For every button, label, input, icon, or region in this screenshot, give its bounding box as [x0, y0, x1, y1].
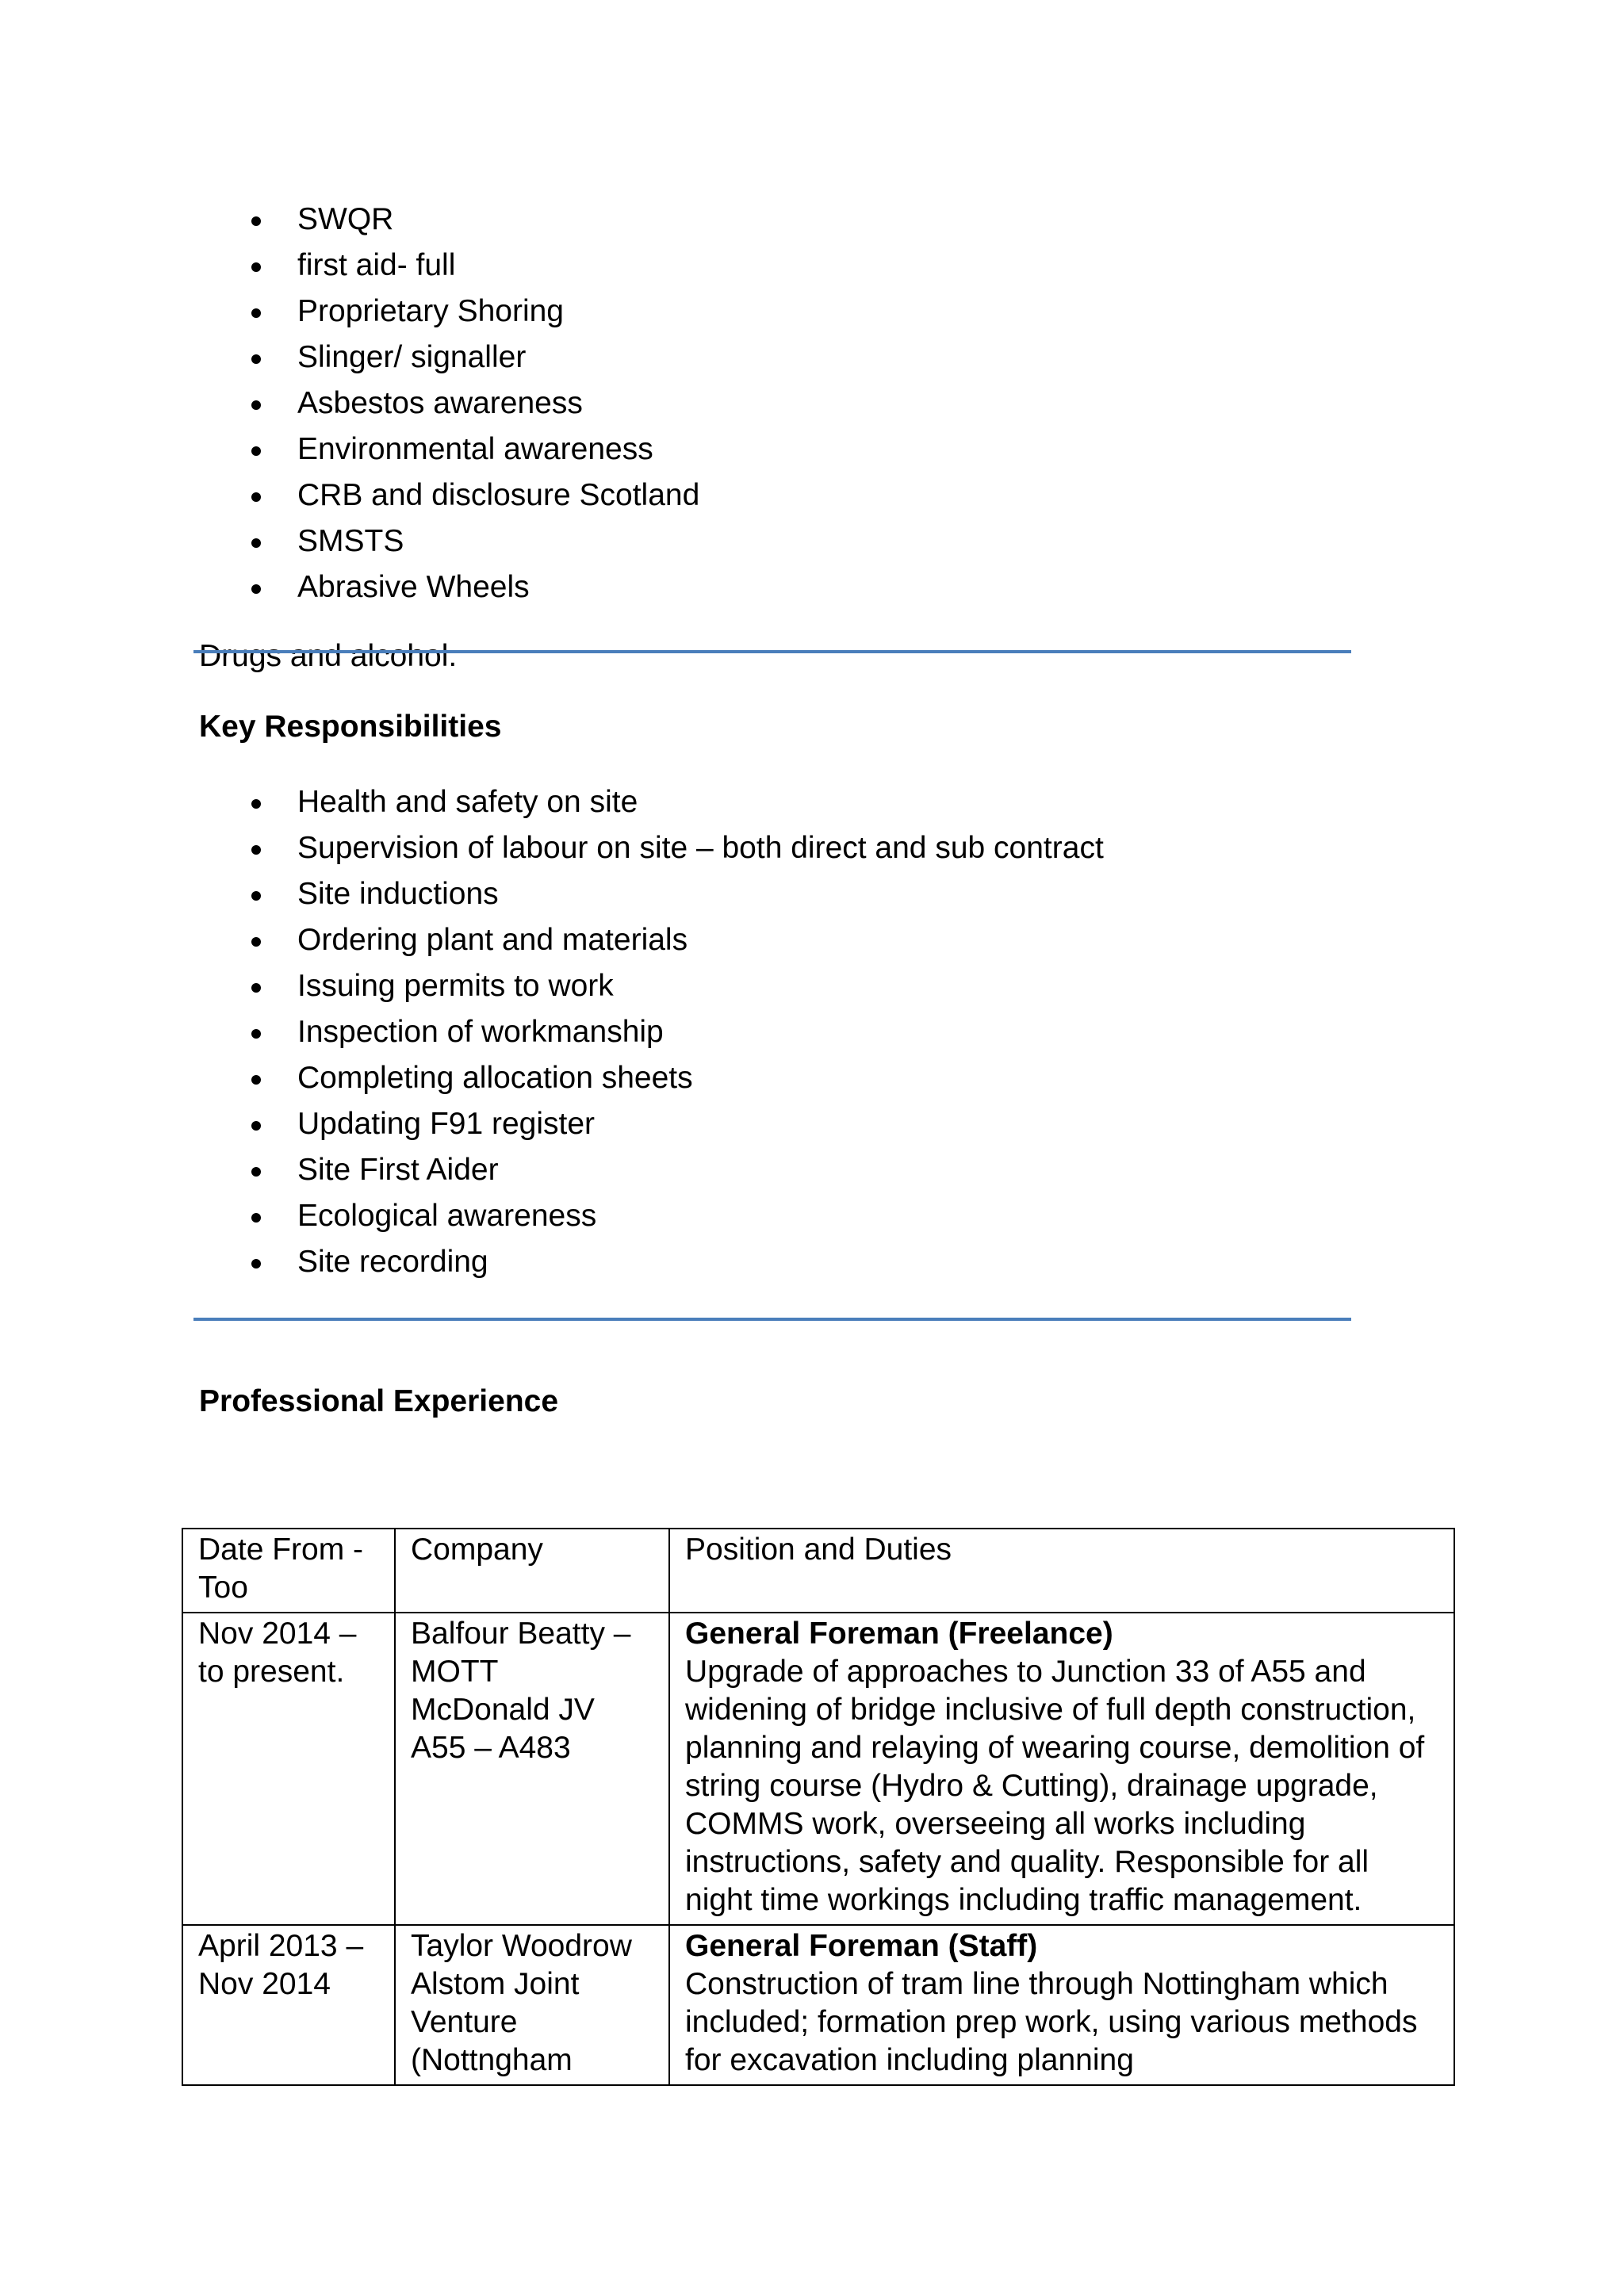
list-item: SWQR: [246, 197, 699, 243]
date-cell: April 2013 – Nov 2014: [182, 1925, 395, 2085]
professional-experience-heading: Professional Experience: [199, 1384, 559, 1418]
company-cell: Balfour Beatty – MOTT McDonald JV A55 – A483: [395, 1613, 669, 1925]
position-duties: Upgrade of approaches to Junction 33 of A55 and widening of bridge inclusive of full depth construction, planning and relaying of wearing course, demolition of string course (Hydro & Cutting), drainage upgrade, COMMS work, overseeing all works including instructions, safety and quality. Responsible for all night time workings including traffic management.: [685, 1655, 1425, 1917]
list-item: Ecological awareness: [246, 1193, 1104, 1239]
table-header-row: [182, 1529, 1454, 1613]
list-item: Environmental awareness: [246, 427, 699, 473]
list-item: Completing allocation sheets: [246, 1055, 1104, 1101]
section-divider: [193, 1318, 1351, 1321]
drugs-alcohol-text: Drugs and alcohol.: [199, 639, 458, 673]
column-header-position: Position and Duties: [669, 1529, 1454, 1613]
list-item: Proprietary Shoring: [246, 289, 699, 335]
qualifications-list: [246, 197, 699, 610]
position-title: General Foreman (Freelance): [685, 1617, 1113, 1651]
list-item: Site First Aider: [246, 1147, 1104, 1193]
column-header-date: Date From - Too: [182, 1529, 395, 1613]
list-item: Site recording: [246, 1239, 1104, 1285]
list-item: Health and safety on site: [246, 779, 1104, 825]
list-item: Updating F91 register: [246, 1101, 1104, 1147]
position-title: General Foreman (Staff): [685, 1929, 1038, 1963]
position-cell: [669, 1925, 1454, 2085]
position-duties: Construction of tram line through Nottingham which included; formation prep work, using various methods for excavation including planning: [685, 1967, 1418, 2077]
table-row: [182, 1613, 1454, 1925]
list-item: Inspection of workmanship: [246, 1009, 1104, 1055]
list-item: Asbestos awareness: [246, 381, 699, 427]
list-item: Site inductions: [246, 871, 1104, 917]
responsibilities-list: [246, 779, 1104, 1285]
list-item: Ordering plant and materials: [246, 917, 1104, 963]
company-cell: Taylor Woodrow Alstom Joint Venture (Nottngham: [395, 1925, 669, 2085]
list-item: first aid- full: [246, 243, 699, 289]
list-item: Abrasive Wheels: [246, 564, 699, 610]
list-item: Supervision of labour on site – both direct and sub contract: [246, 825, 1104, 871]
experience-table: [182, 1528, 1455, 2086]
section-divider: [193, 650, 1351, 653]
list-item: CRB and disclosure Scotland: [246, 473, 699, 519]
table-row: [182, 1925, 1454, 2085]
position-cell: [669, 1613, 1454, 1925]
list-item: Slinger/ signaller: [246, 335, 699, 381]
list-item: Issuing permits to work: [246, 963, 1104, 1009]
list-item: SMSTS: [246, 519, 699, 564]
key-responsibilities-heading: Key Responsibilities: [199, 710, 502, 744]
date-cell: Nov 2014 – to present.: [182, 1613, 395, 1925]
column-header-company: Company: [395, 1529, 669, 1613]
